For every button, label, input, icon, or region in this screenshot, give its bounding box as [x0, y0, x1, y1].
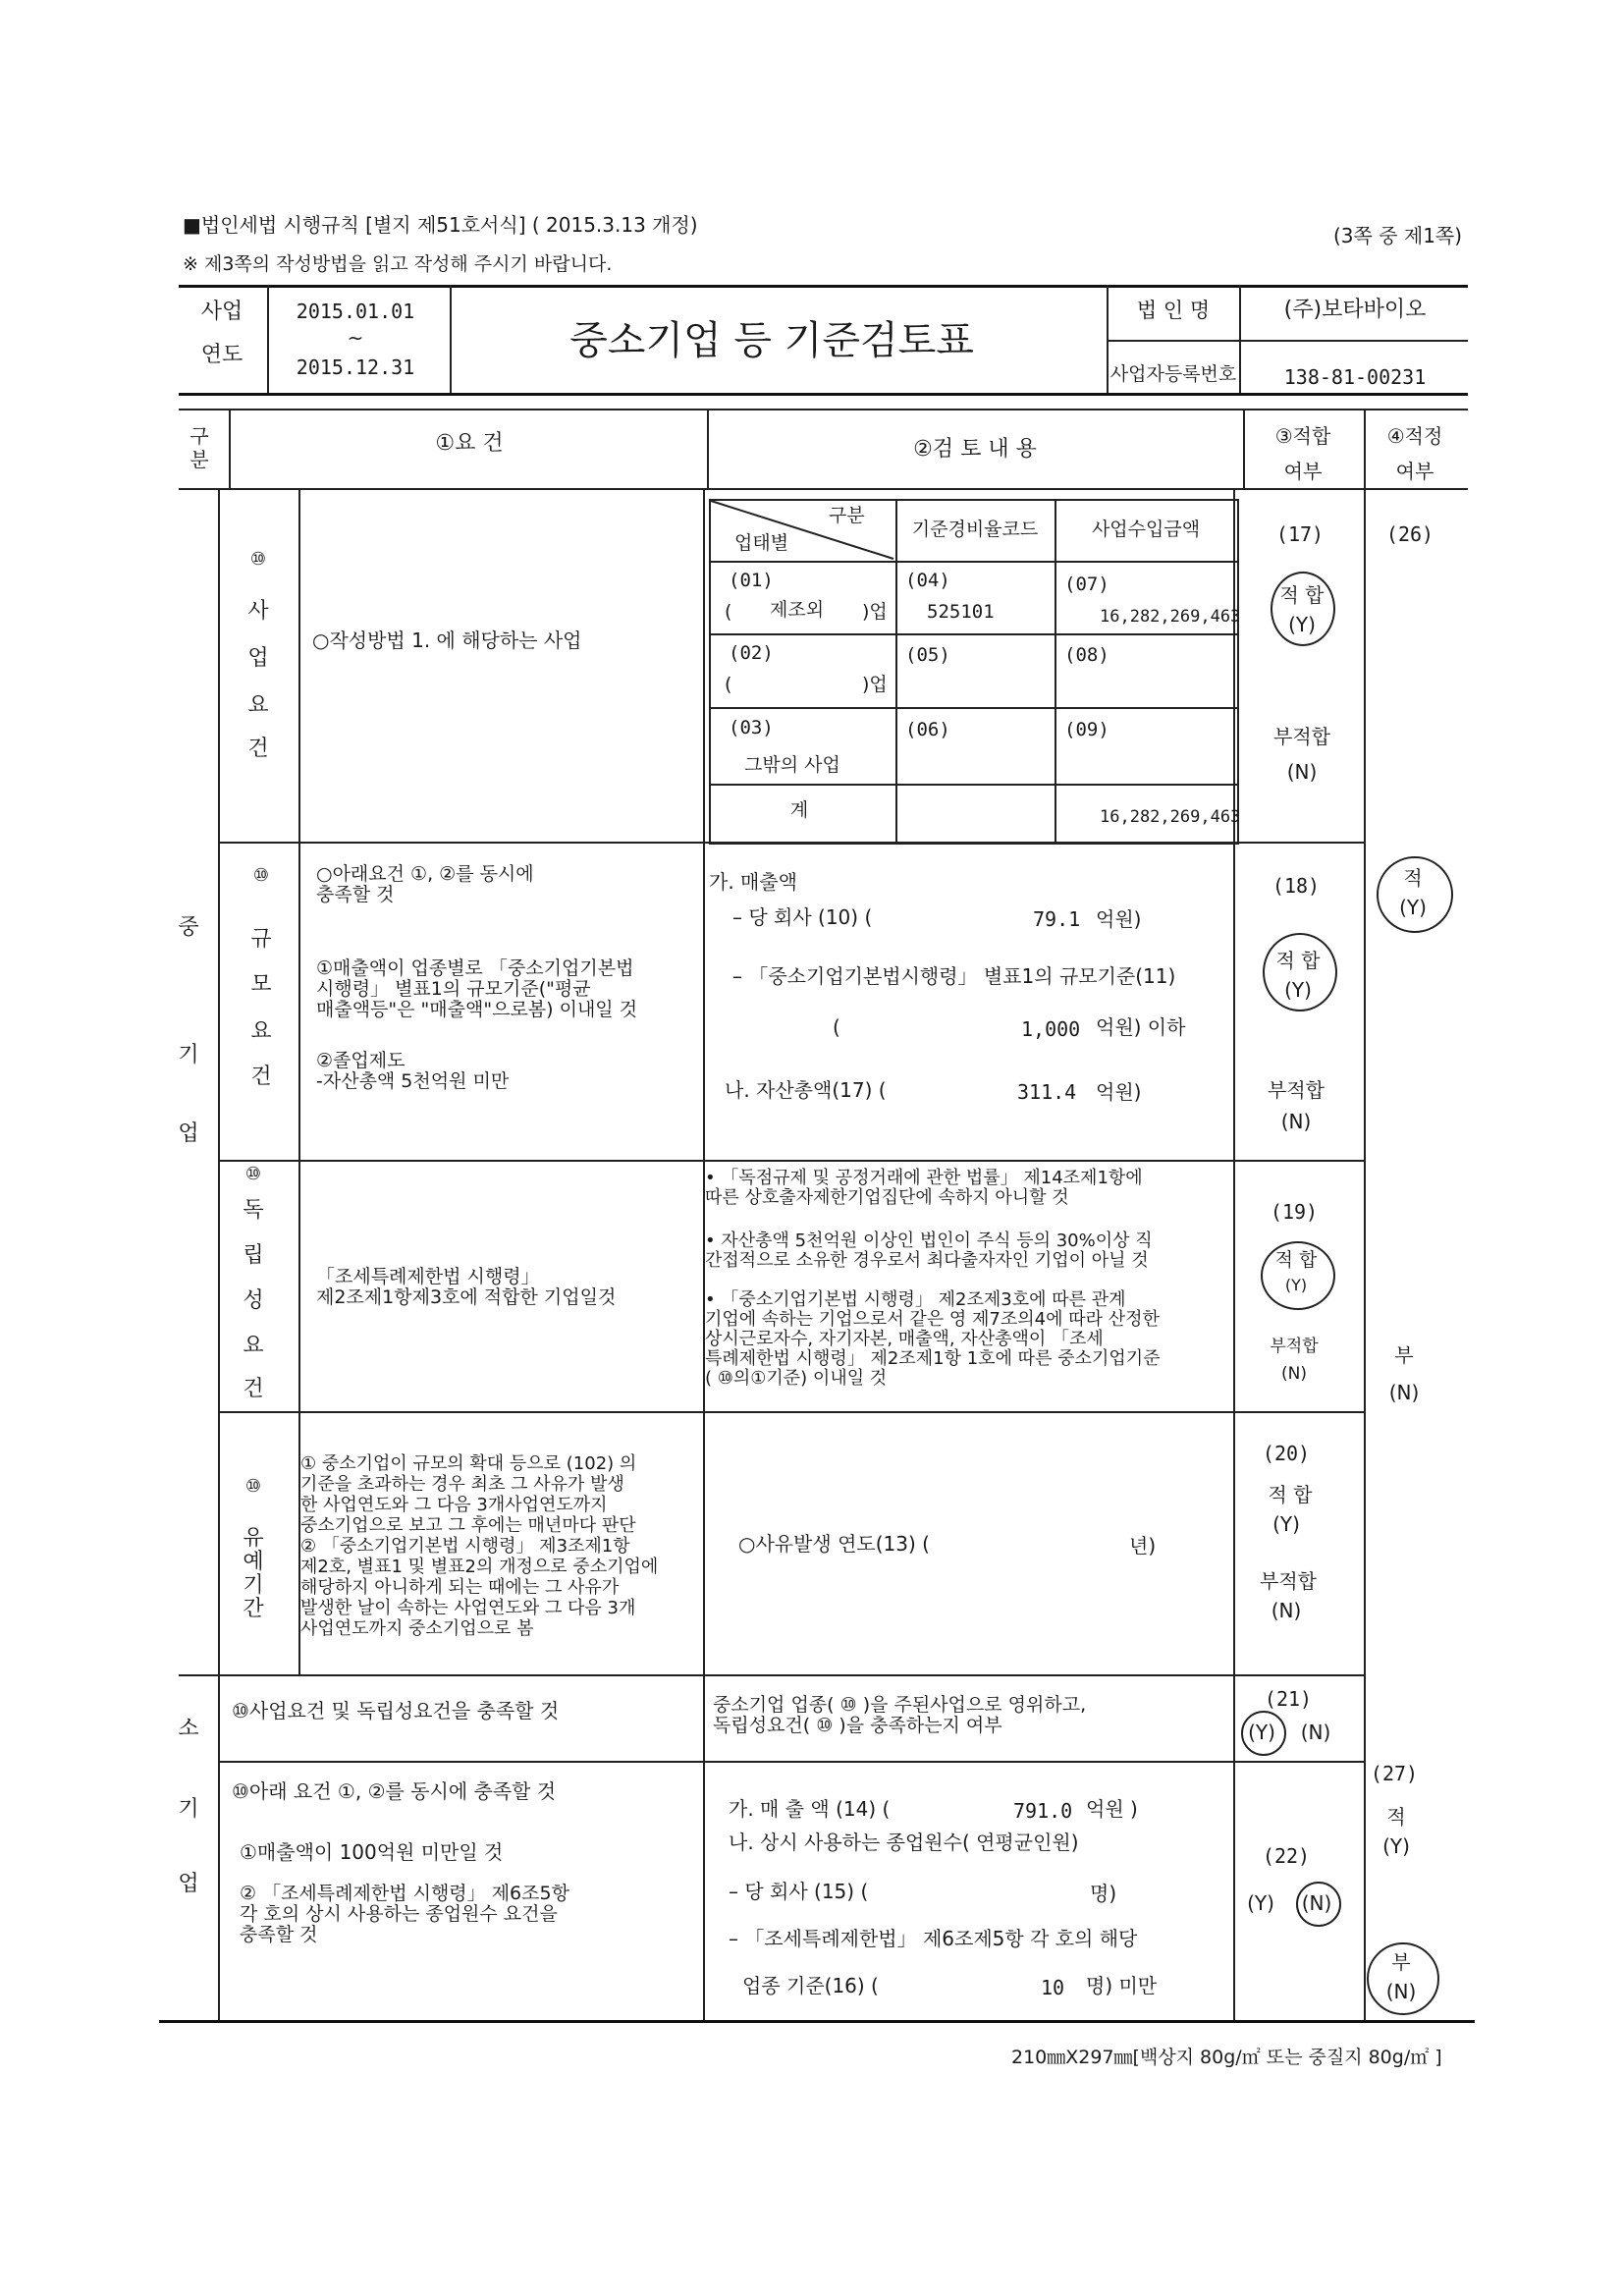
corp-name: (주)보타바이오 [1283, 298, 1427, 322]
col-header-code: 기준경비율코드 [911, 519, 1039, 540]
row104-review-label: ○사유발생 연도(13) ( [738, 1532, 930, 1556]
table-bottom [159, 2020, 1475, 2023]
row104-requirement: ① 중소기업이 규모의 확대 등으로 (102) 의 기준을 초과하는 경우 최초 그 사유가 발생 한 사업연도와 그 다음 3개사업연도까지 중소기업으로 보고 그 후에는 매년마다 판단 ② 「중소기업기본법 시행령」 제3조제1항 제2호, 별표1 및 별표2의 개정으로 중소기업에 해당하지 아니하게 되는 때에는 그 사유가 발생한 날이 속하는 사업연도와 그 다음 3개 사업연도까지 중소기업으로 봄 [300, 1453, 659, 1639]
fit-header-1: ③적합 [1274, 424, 1331, 448]
period-start: 2015.01.01 [296, 300, 415, 323]
row101-requirement: ○작성방법 1. 에 해당하는 사업 [312, 629, 582, 652]
top-box-bottom [179, 393, 1468, 396]
period-end: 2015.12.31 [296, 355, 415, 379]
paper-spec: 210㎜X297㎜[백상지 80g/㎡ 또는 중질지 80g/㎡ ] [1011, 2047, 1442, 2068]
row106-revenue-value: 791.0 [1013, 1799, 1073, 1823]
fit-header-2: 여부 [1283, 460, 1323, 483]
column-header-bottom [179, 488, 1468, 490]
corp-name-label: 법 인 명 [1136, 299, 1211, 322]
top-border [179, 285, 1468, 288]
instruction-note: ※ 제3쪽의 작성방법을 읽고 작성해 주시기 바랍니다. [183, 253, 613, 275]
row103-review-1: • 「독점규제 및 공정거래에 관한 법률」 제14조제1항에 따른 상호출자제한기업집단에 속하지 아니할 것 [705, 1168, 1143, 1208]
size-standard-value: 1,000 [1021, 1017, 1081, 1041]
judge-header-2: 여부 [1395, 460, 1434, 483]
small-business-section-label: 소 기 업 [178, 1717, 199, 1896]
row106-requirement: ⑩아래 요건 ①, ②를 동시에 충족할 것 [232, 1779, 557, 1803]
corner-division-label: 구분 [829, 505, 865, 526]
corner-business-type-label: 업태별 [734, 532, 789, 554]
page-indicator: (3쪽 중 제1쪽) [1333, 224, 1463, 247]
r1-business-type: 제조외 [770, 599, 825, 621]
sme-section-label: 중 기 업 [178, 915, 199, 1146]
r1-revenue-amount: 16,282,269,463 [1100, 607, 1241, 627]
row101-judge-number: (26) [1385, 522, 1434, 546]
row105-requirement: ⑩사업요건 및 독립성요건을 충족할 것 [232, 1699, 560, 1722]
business-revenue-table: 구분 업태별 기준경비율코드 사업수입금액 (01) ( 제조외 )업 (04) 525101 (07) 16,282,269,463 (02) ( )업 (05) (08) (03) 그밖의 사업 (06) (09) 계 16,282,269,463 [709, 499, 1239, 845]
sme-section-bottom [179, 1674, 1364, 1676]
total-label: 계 [789, 799, 809, 821]
company-revenue-value: 79.1 [1033, 907, 1081, 931]
row106-requirement-2: ② 「조세특례제한법 시행령」 제6조5항 각 호의 상시 사용하는 종업원수 요건을 충족할 것 [240, 1883, 569, 1945]
review-header: ②검 토 내 용 [913, 437, 1037, 462]
period-tilde: ~ [347, 326, 364, 350]
total-assets-value: 311.4 [1017, 1080, 1077, 1104]
form-title: ■법인세법 시행규칙 [별지 제51호서식] ( 2015.3.13 개정) [183, 213, 698, 237]
row102-requirement-1: ○아래요건 ①, ②를 동시에 충족할 것 [316, 863, 534, 905]
reg-no-label: 사업자등록번호 [1109, 363, 1237, 385]
division-header: 구분 [189, 424, 209, 471]
judge-header-1: ④적정 [1386, 424, 1443, 448]
row103-requirement: 「조세특례제한법 시행령」 제2조제1항제3호에 적합한 기업일것 [316, 1266, 617, 1308]
year-label-2: 연도 [200, 343, 243, 367]
total-revenue-amount: 16,282,269,463 [1100, 807, 1241, 827]
row103-review-3: • 「중소기업기본법 시행령」 제2조제3호에 따른 관계 기업에 속하는 기업으로서 같은 영 제7조의4에 따라 산정한 상시근로자수, 자기자본, 매출액, 자산총액이 「조세 특례제한법 시행령」 제2조제1항 1호에 따른 중소기업기준 ( ⑩의①기준) 이내일 것 [705, 1289, 1161, 1389]
row106-industry-standard-value: 10 [1041, 1976, 1065, 1999]
row101-fit-number: (17) [1275, 522, 1325, 546]
reg-no: 138-81-00231 [1283, 365, 1427, 389]
row105-review: 중소기업 업종( ⑩ )을 주된사업으로 영위하고, 독립성요건( ⑩ )을 충족하는지 여부 [713, 1694, 1087, 1736]
r1-expense-code: 525101 [927, 601, 995, 623]
row103-review-2: • 자산총액 5천억원 이상인 법인이 주식 등의 30%이상 직 간접적으로 소유한 경우로서 최다출자자인 기업이 아닐 것 [705, 1230, 1153, 1271]
row102-requirement-3: ②졸업제도 -자산총액 5천억원 미만 [316, 1050, 510, 1092]
requirement-header: ①요 건 [435, 431, 504, 456]
document-title: 중소기업 등 기준검토표 [569, 318, 974, 363]
col-header-amount: 사업수입금액 [1091, 519, 1201, 540]
document-page: ■법인세법 시행규칙 [별지 제51호서식] ( 2015.3.13 개정) (3쪽 중 제1쪽) ※ 제3쪽의 작성방법을 읽고 작성해 주시기 바랍니다. 사업 연도 2015.01.01 ~ 2015.12.31 중소기업 등 기준검토표 법 인 명 (주)보타바이오 사업자등록번호 138-81-00231 구분 ①요 건 ②검 토 내 용 ③적합 여부 ④적정 여부 중 기 업 소 기 업 ⑩ 사 업 요 건 ○작성방법 1. 에 해당하는 사업 구분 업태별 기준경비율코드 사업수입금액 (01) ( 제조외 )업 (04) 525101 (07) 16,282,269,463 (02) ( )업 (05) (08) (03) 그밖의 사업 (06) (09) 계 16,282,269,463 (17) 적 합 (Y) 부적합 (N) (26) ⑩ 규 모 요 건 ○아래요건 ①, ②를 동시에 충족할 것 ①매출액이 업종별로 「중소기업기본법 시행령」 별표1의 규모기준("평균 매출액등"은 "매출액"으로봄) 이내일 것 ②졸업제도 -자산총액 5천억원 미만 가. 매출액 – 당 회사 (10) ( 79.1 억원) – 「중소기업기본법시행령」 별표1의 규모기준(11) ( 1,000 억원) 이하 나. 자산총액(17) ( 311.4 억원) (18) 적 합 (Y) 부적합 (N) 적 (Y) ⑩ 독 립 성 요 건 「조세특례제한법 시행령」 제2조제1항제3호에 적합한 기업일것 • 「독점규제 및 공정거래에 관한 법률」 제14조제1항에 따른 상호출자제한기업집단에 속하지 아니할 것 • 자산총액 5천억원 이상인 법인이 주식 등의 30%이상 직 간접적으로 소유한 경우로서 최다출자자인 기업이 아닐 것 • 「중소기업기본법 시행령」 제2조제3호에 따른 관계 기업에 속하는 기업으로서 같은 영 제7조의4에 따라 산정한 상시근로자수, 자기자본, 매출액, 자산총액이 「조세 특례제한법 시행령」 제2조제1항 1호에 따른 중소기업기준 ( ⑩의①기준) 이내일 것 (19) 적 합 (Y) 부적합 (N) 부 (N) ⑩ 유 예 기 간 ① 중소기업이 규모의 확대 등으로 (102) 의 기준을 초과하는 경우 최초 그 사유가 발생 한 사업연도와 그 다음 3개사업연도까지 중소기업으로 보고 그 후에는 매년마다 판단 ② 「중소기업기본법 시행령」 제3조제1항 제2호, 별표1 및 별표2의 개정으로 중소기업에 해당하지 아니하게 되는 때에는 그 사유가 발생한 날이 속하는 사업연도와 그 다음 3개 사업연도까지 중소기업으로 봄 ○사유발생 연도(13) ( 년) (20) 적 합 (Y) 부적합 (N) ⑩사업요건 및 독립성요건을 충족할 것 중소기업 업종( ⑩ )을 주된사업으로 영위하고, 독립성요건( ⑩ )을 충족하는지 여부 (21) (Y) (N) ⑩아래 요건 ①, ②를 동시에 충족할 것 ①매출액이 100억원 미만일 것 ② 「조세특례제한법 시행령」 제6조5항 각 호의 상시 사용하는 종업원수 요건을 충족할 것 가. 매 출 액 (14) ( 791.0 억원 ) 나. 상시 사용하는 종업원수( 연평균인원) – 당 회사 (15) ( 명) – 「조세특례제한법」 제6조제5항 각 호의 해당 업종 기준(16) ( 10 명) 미만 (22) (Y) (N) (27) 적 (Y) 부 (N) 210㎜X297㎜[백상지 80g/㎡ 또는 중질지 80g/㎡ ] [0, 0, 1623, 2296]
year-label: 사업 [200, 300, 243, 324]
row102-requirement-2: ①매출액이 업종별로 「중소기업기본법 시행령」 별표1의 규모기준("평균 매출액등"은 "매출액"으로봄) 이내일 것 [316, 957, 638, 1020]
